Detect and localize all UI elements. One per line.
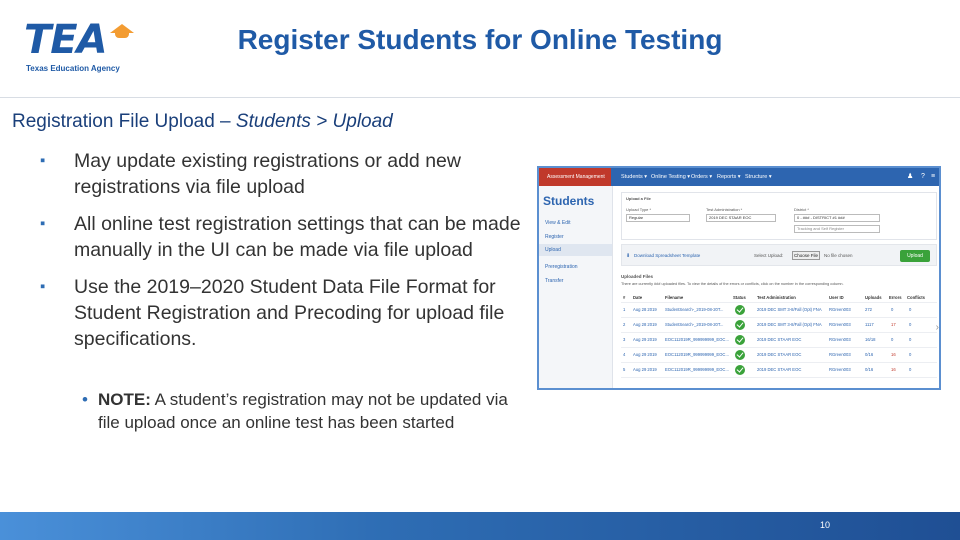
- sidebar-item-transfer[interactable]: Transfer: [545, 278, 564, 284]
- row-conflicts[interactable]: 0: [909, 307, 912, 312]
- table-row[interactable]: [621, 363, 937, 378]
- menu-icon[interactable]: ≡: [931, 173, 936, 180]
- menu-online-testing[interactable]: Online Testing ▾: [651, 174, 691, 180]
- upload-button[interactable]: Upload: [900, 250, 930, 262]
- row-uploads: 1117: [865, 322, 874, 327]
- table-row[interactable]: [621, 303, 937, 318]
- note-sub-bullet: [82, 388, 522, 434]
- row-index: 5: [623, 367, 626, 372]
- slide-header: [0, 0, 960, 98]
- upload-type-select[interactable]: Regular: [626, 214, 690, 222]
- row-uploads: 272: [865, 307, 872, 312]
- row-date: Aug 29 2019: [633, 367, 657, 372]
- row-conflicts[interactable]: 0: [909, 337, 912, 342]
- row-errors[interactable]: 17: [891, 322, 896, 327]
- sidebar-title: Students: [543, 194, 595, 208]
- menu-structure[interactable]: Structure ▾: [745, 174, 772, 180]
- row-date: Aug 28 2019: [633, 307, 657, 312]
- bullet-text: May update existing registrations or add new registrations via file upload: [74, 150, 461, 198]
- logo-wordmark: TEA: [24, 17, 107, 63]
- app-navbar: [539, 168, 939, 186]
- row-test-admin: 2019 DEC STAAR EOC: [757, 337, 802, 342]
- bullet-text: Use the 2019–2020 Student Data File Format for Student Registration and Precoding for upload file specifications.: [74, 276, 505, 350]
- table-row[interactable]: [621, 333, 937, 348]
- table-header-row: [621, 292, 937, 303]
- sidebar-item-preregistration[interactable]: Preregistration: [545, 264, 578, 270]
- slide-title: Register Students for Online Testing: [237, 24, 723, 55]
- menu-orders[interactable]: Orders ▾: [691, 174, 713, 180]
- bullet-item: [40, 211, 525, 263]
- round-bullet-icon: •: [82, 390, 88, 409]
- bullet-item: [40, 148, 525, 200]
- col-index: #: [623, 295, 626, 300]
- col-errors: Errors: [889, 295, 902, 300]
- row-filename[interactable]: EOC112019R_999999999_EOC...: [665, 352, 729, 357]
- page-number: 10: [820, 520, 831, 530]
- choose-file-button[interactable]: Choose File: [793, 253, 818, 258]
- sidebar-item-view-edit[interactable]: View & Edit: [545, 220, 571, 226]
- subtitle-path: Students > Upload: [235, 111, 393, 132]
- row-test-admin: 2019 DEC STAAR EOC: [757, 367, 802, 372]
- row-index: 3: [623, 337, 626, 342]
- app-sidebar: [539, 186, 613, 390]
- row-filename[interactable]: EOC112019R_999999999_EOC...: [665, 367, 729, 372]
- row-user-id: RGreen003: [829, 307, 851, 312]
- col-filename: Filename: [665, 295, 684, 300]
- row-user-id: RGreen003: [829, 367, 851, 372]
- slide-footer-bar: [0, 512, 960, 540]
- row-test-admin: 2019 DEC STAAR EOC: [757, 352, 802, 357]
- row-errors[interactable]: 16: [891, 367, 896, 372]
- success-check-icon: [735, 335, 745, 345]
- row-test-admin: 2019 DEC SMT 3-8/Fall (Opt) FNA: [757, 322, 822, 327]
- scroll-right-icon[interactable]: ›: [935, 322, 939, 333]
- note-text: A student’s registration may not be updated via file upload once an online test has been started: [98, 390, 508, 432]
- help-icon[interactable]: ?: [921, 173, 925, 180]
- col-conflicts: Conflicts: [907, 295, 925, 300]
- success-check-icon: [735, 350, 745, 360]
- test-admin-label: Test Administration *: [706, 207, 743, 212]
- subtitle-prefix: Registration File Upload –: [12, 111, 236, 132]
- row-uploads: 16/18: [865, 337, 876, 342]
- upload-page-screenshot: [537, 166, 941, 390]
- row-index: 4: [623, 352, 626, 357]
- row-errors[interactable]: 0: [891, 337, 894, 342]
- row-date: Aug 29 2019: [633, 352, 657, 357]
- sidebar-item-register[interactable]: Register: [545, 234, 564, 240]
- bullet-item: [40, 274, 525, 352]
- row-index: 1: [623, 307, 626, 312]
- district-scope: Tracking and Self Register: [794, 225, 880, 233]
- uploaded-files-note: There are currently ### uploaded files. To view the details of the errors or conflicts, click on the number in the corresponding column.: [621, 282, 844, 286]
- menu-students[interactable]: Students ▾: [621, 174, 647, 180]
- logo-subtext: Texas Education Agency: [26, 64, 120, 73]
- row-uploads: 0/16: [865, 352, 874, 357]
- graduation-cap-base-icon: [115, 32, 129, 38]
- success-check-icon: [735, 305, 745, 315]
- no-file-text: No file chosen: [824, 253, 853, 258]
- upload-type-label: Upload Type *: [626, 207, 652, 212]
- district-select[interactable]: 0 - ### - DISTRICT #1 ###: [794, 214, 880, 222]
- note-label: NOTE:: [98, 390, 151, 409]
- tea-logo: [20, 18, 132, 80]
- row-filename[interactable]: StudentSearch-_2019-08-20T...: [665, 322, 724, 327]
- district-label: District *: [794, 207, 809, 212]
- uploaded-files-table: [621, 292, 937, 378]
- row-conflicts[interactable]: 0: [909, 352, 912, 357]
- app-brand: Assessment Management: [539, 168, 611, 186]
- table-row[interactable]: [621, 348, 937, 363]
- row-errors[interactable]: 16: [891, 352, 896, 357]
- user-icon[interactable]: ♟: [907, 173, 914, 180]
- row-filename[interactable]: StudentSearch-_2019-08-20T...: [665, 307, 724, 312]
- download-icon[interactable]: ⬇: [626, 253, 631, 259]
- uploaded-files-title: Uploaded Files: [621, 274, 654, 279]
- row-filename[interactable]: EOC112019R_999999999_EOC...: [665, 337, 729, 342]
- row-user-id: RGreen003: [829, 352, 851, 357]
- success-check-icon: [735, 320, 745, 330]
- upload-panel: [621, 192, 937, 240]
- row-conflicts[interactable]: 0: [909, 322, 912, 327]
- row-errors[interactable]: 0: [891, 307, 894, 312]
- slide-subtitle: [12, 111, 393, 133]
- col-user-id: User ID: [829, 295, 844, 300]
- row-user-id: RGreen003: [829, 337, 851, 342]
- col-date: Date: [633, 295, 643, 300]
- square-bullet-icon: ▪: [40, 215, 46, 232]
- square-bullet-icon: ▪: [40, 278, 46, 295]
- square-bullet-icon: ▪: [40, 152, 46, 169]
- row-index: 2: [623, 322, 626, 327]
- success-check-icon: [735, 365, 745, 375]
- row-user-id: RGreen003: [829, 322, 851, 327]
- row-conflicts[interactable]: 0: [909, 367, 912, 372]
- row-uploads: 0/16: [865, 367, 874, 372]
- app-main: [615, 186, 941, 390]
- menu-reports[interactable]: Reports ▾: [717, 174, 741, 180]
- upload-action-row: [621, 244, 937, 266]
- row-test-admin: 2019 DEC SMT 3-8/Fall (Opt) FNA: [757, 307, 822, 312]
- test-admin-select[interactable]: 2019 DEC STAAR EOC: [706, 214, 776, 222]
- row-date: Aug 28 2019: [633, 322, 657, 327]
- sidebar-item-upload[interactable]: Upload: [539, 244, 612, 256]
- select-upload-label: Select Upload:: [754, 253, 784, 258]
- table-row[interactable]: [621, 318, 937, 333]
- col-test-admin: Test Administration: [757, 295, 796, 300]
- col-uploads: Uploads: [865, 295, 882, 300]
- bullet-list: [40, 148, 525, 363]
- col-status: Status: [733, 295, 746, 300]
- row-date: Aug 29 2019: [633, 337, 657, 342]
- upload-section-title: Upload a File: [626, 196, 651, 201]
- download-template-link[interactable]: Download Spreadsheet Template: [634, 253, 701, 258]
- bullet-text: All online test registration settings that can be made manually in the UI can be made via file upload: [74, 213, 521, 261]
